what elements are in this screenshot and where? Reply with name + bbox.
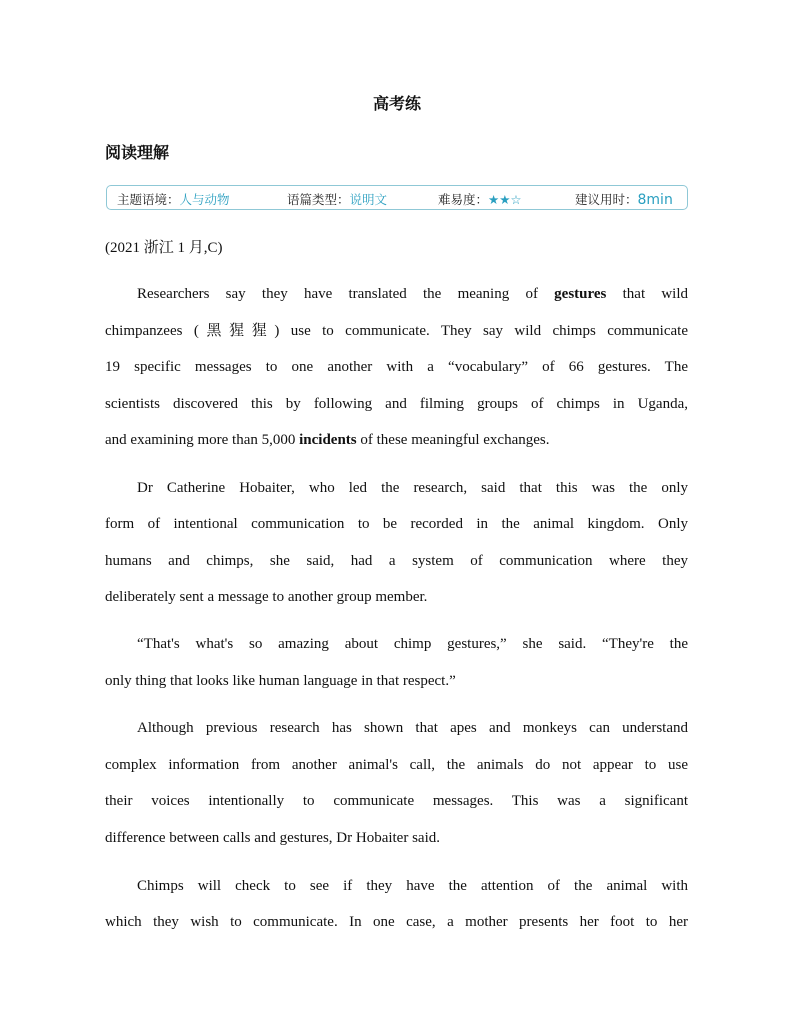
text-run: Dr Catherine Hobaiter, who led the research, said that this was the only xyxy=(137,480,688,496)
text-run: chimpanzees (黑猩猩) use to communicate. They say wild chimps communicate xyxy=(105,323,688,339)
text-run: 19 specific messages to one another with a “vocabulary” of 66 gestures. The xyxy=(105,359,688,375)
text-run: which they wish to communicate. In one case, a mother presents her foot to her xyxy=(105,914,688,930)
paragraph-line xyxy=(137,718,688,738)
text-run: Researchers say they have translated the meaning of xyxy=(137,286,555,302)
difficulty-info xyxy=(438,190,522,208)
paragraph-line xyxy=(105,755,688,775)
text-run: only thing that looks like human language in that respect.” xyxy=(105,673,456,689)
vocabulary-word: incidents xyxy=(299,432,357,448)
genre-value: 说明文 xyxy=(349,192,388,207)
text-run: humans and chimps, she said, had a system of communication where they xyxy=(105,553,688,569)
paragraph-line xyxy=(137,478,688,498)
topic-label: 主题语境： xyxy=(117,192,180,207)
difficulty-stars: ★★☆ xyxy=(488,192,522,207)
page-title: 高考练 xyxy=(372,94,421,113)
time-value: 8min xyxy=(637,192,673,208)
paragraph-line xyxy=(105,430,550,450)
info-box xyxy=(106,185,688,210)
paragraph-line xyxy=(105,551,688,571)
text-run: Chimps will check to see if they have the attention of the animal with xyxy=(137,878,688,894)
text-run: scientists discovered this by following and filming groups of chimps in Uganda, xyxy=(105,396,688,412)
source-citation: (2021 浙江 1 月,C) xyxy=(105,240,223,256)
section-heading: 阅读理解 xyxy=(105,143,170,162)
text-run: that wild xyxy=(606,286,688,302)
text-run: difference between calls and gestures, Dr Hobaiter said. xyxy=(105,830,441,846)
paragraph-line xyxy=(137,284,688,304)
paragraph-line xyxy=(105,514,688,534)
text-run: Although previous research has shown that apes and monkeys can understand xyxy=(137,720,688,736)
paragraph-line xyxy=(137,876,688,896)
topic-value: 人与动物 xyxy=(179,192,230,207)
paragraph-line xyxy=(105,394,688,414)
text-run: form of intentional communication to be recorded in the animal kingdom. Only xyxy=(105,516,688,532)
paragraph-line xyxy=(105,671,456,691)
paragraph-line xyxy=(105,791,688,811)
text-run: deliberately sent a message to another group member. xyxy=(105,589,428,605)
text-run: and examining more than 5,000 xyxy=(105,432,300,448)
text-run: of these meaningful exchanges. xyxy=(356,432,550,448)
genre-label: 语篇类型： xyxy=(287,192,350,207)
paragraph-line xyxy=(105,912,688,932)
paragraph-line xyxy=(105,828,440,848)
time-info xyxy=(575,190,673,208)
text-run: complex information from another animal's call, the animals do not appear to use xyxy=(105,757,688,773)
text-run: “That's what's so amazing about chimp gestures,” she said. “They're the xyxy=(137,636,688,652)
paragraph-line xyxy=(105,587,427,607)
text-run: their voices intentionally to communicate messages. This was a significant xyxy=(105,793,688,809)
difficulty-label: 难易度： xyxy=(438,192,489,207)
vocabulary-word: gestures xyxy=(554,286,607,302)
genre-info xyxy=(287,190,387,208)
paragraph-line xyxy=(105,321,688,341)
paragraph-line xyxy=(105,357,688,377)
topic-info xyxy=(117,190,230,208)
paragraph-line xyxy=(137,634,688,654)
time-label: 建议用时： xyxy=(575,192,638,207)
